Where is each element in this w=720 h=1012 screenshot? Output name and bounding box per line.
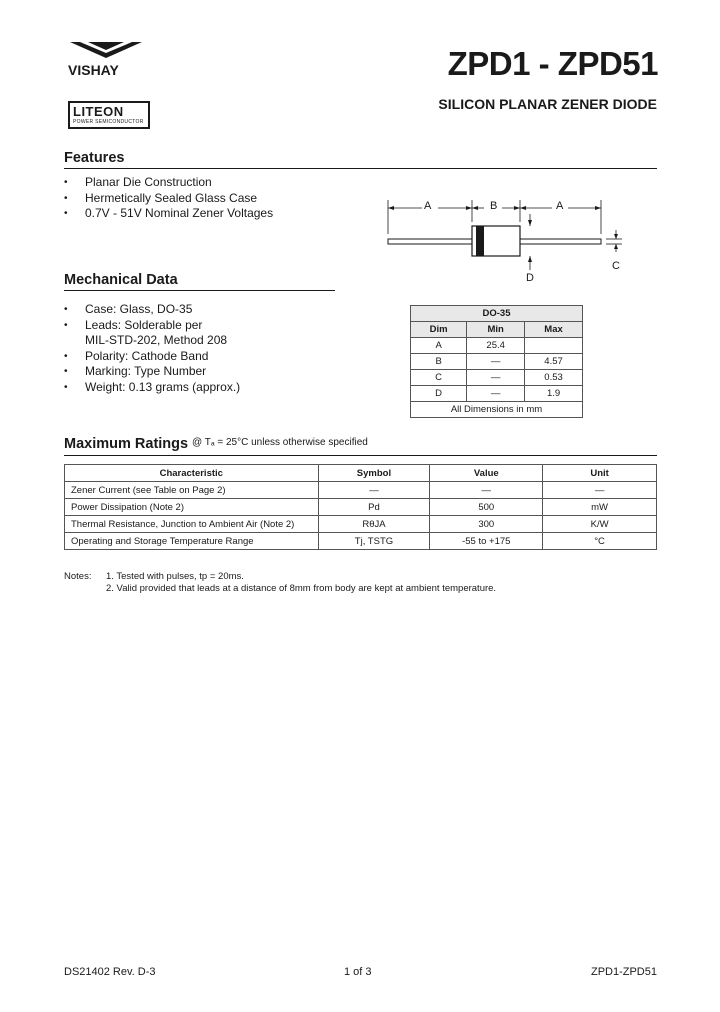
ratings-col-value: Value [430, 465, 543, 482]
table-row: Power Dissipation (Note 2) Pd 500 mW [65, 499, 657, 516]
table-row: C — 0.53 [411, 370, 583, 386]
dim-label-a-left: A [424, 200, 432, 212]
notes-label: Notes: [64, 571, 92, 582]
liteon-logo [68, 101, 150, 129]
dim-label-a-right: A [556, 200, 564, 212]
ratings-col-unit: Unit [543, 465, 657, 482]
dimensions-col-max: Max [525, 322, 583, 338]
table-row: Thermal Resistance, Junction to Ambient Air (Note 2) RθJA 300 K/W [65, 516, 657, 533]
features-heading: Features [64, 150, 125, 166]
dim-label-d: D [526, 272, 534, 284]
dimensions-col-dim: Dim [411, 322, 467, 338]
vishay-logo [64, 40, 148, 84]
note-item: 2. Valid provided that leads at a distance of 8mm from body are kept at ambient temperature. [106, 583, 497, 594]
table-row: D — 1.9 [411, 386, 583, 402]
list-item: • Weight: 0.13 grams (approx.) [64, 380, 364, 396]
ratings-rule [64, 455, 657, 456]
dimensions-table-footer: All Dimensions in mm [411, 402, 583, 418]
mechanical-list [64, 302, 364, 396]
right-lead [520, 239, 601, 244]
list-item: • Hermetically Sealed Glass Case [64, 191, 364, 207]
ratings-col-characteristic: Characteristic [65, 465, 319, 482]
page-title: ZPD1 - ZPD51 [447, 45, 658, 82]
dimensions-table [410, 305, 583, 418]
footer-page-number: 1 of 3 [344, 966, 372, 978]
page-subtitle: SILICON PLANAR ZENER DIODE [438, 96, 657, 112]
table-row: Zener Current (see Table on Page 2) — — — [65, 482, 657, 499]
list-item: • Case: Glass, DO-35 [64, 302, 364, 318]
list-item: • Planar Die Construction [64, 175, 364, 191]
ratings-col-symbol: Symbol [318, 465, 430, 482]
table-row: Operating and Storage Temperature Range Tj, TSTG -55 to +175 °C [65, 533, 657, 550]
ratings-heading: Maximum Ratings [64, 436, 189, 452]
cathode-band [476, 226, 484, 256]
dimensions-table-title: DO-35 [411, 306, 583, 322]
table-row: B — 4.57 [411, 354, 583, 370]
liteon-brand-text: LITEON [73, 104, 124, 119]
footer-part-number: ZPD1-ZPD51 [590, 966, 657, 978]
table-row: A 25.4 [411, 338, 583, 354]
list-item: • Marking: Type Number [64, 364, 364, 380]
list-item: • 0.7V - 51V Nominal Zener Voltages [64, 206, 364, 222]
dim-label-c: C [612, 260, 620, 272]
features-rule [64, 168, 657, 169]
footer-doc-number: DS21402 Rev. D-3 [64, 966, 156, 978]
ratings-table [64, 464, 657, 550]
left-lead [388, 239, 474, 244]
mechanical-heading: Mechanical Data [64, 272, 178, 288]
diode-outline-diagram [380, 190, 640, 290]
mechanical-rule [64, 290, 335, 291]
note-item: 1. Tested with pulses, tp = 20ms. [106, 571, 244, 582]
ratings-condition: @ Tₐ = 25°C unless otherwise specified [192, 437, 368, 448]
liteon-tagline: POWER SEMICONDUCTOR [73, 119, 144, 125]
list-item: • Polarity: Cathode Band [64, 349, 364, 365]
dimensions-col-min: Min [467, 322, 525, 338]
list-item: • Leads: Solderable per MIL-STD-202, Method 208 [64, 318, 364, 349]
features-list [64, 175, 364, 222]
vishay-brand-text: VISHAY [68, 62, 119, 78]
dim-label-b: B [490, 200, 498, 212]
